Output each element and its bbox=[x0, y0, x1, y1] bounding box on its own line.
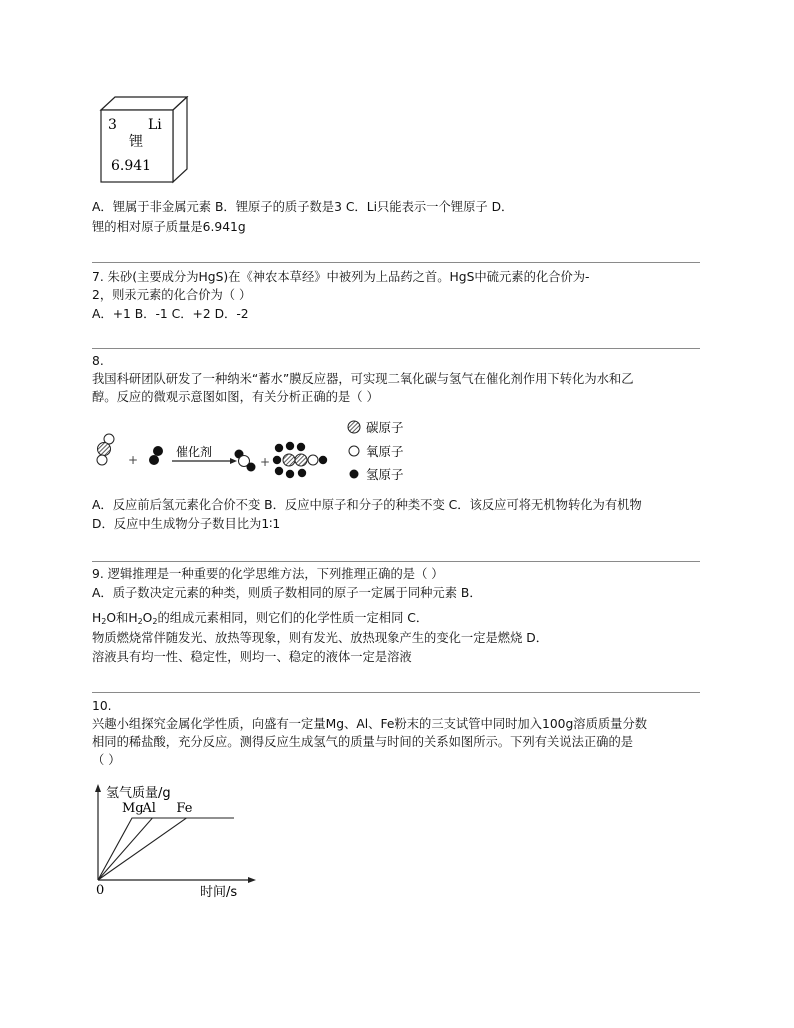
q7-options: A．+1 B．-1 C．+2 D．-2 bbox=[92, 307, 249, 321]
series-line-mg bbox=[98, 818, 234, 880]
legend-carbon: 碳原子 bbox=[366, 420, 404, 435]
q9-option-b: $H_2O$和$H_2O_2$的组成元素相同，则它们的化学性质一定相同 C． bbox=[92, 611, 429, 626]
q10-number: 10. bbox=[92, 699, 112, 713]
q9-option-a: A．质子数决定元素的种类，则质子数相同的原子一定属于同种元素 B． bbox=[92, 586, 482, 600]
series-line-fe bbox=[98, 818, 234, 880]
co2-molecule bbox=[97, 434, 114, 465]
reaction-diagram bbox=[90, 410, 420, 490]
divider bbox=[92, 262, 700, 263]
element-name: 锂 bbox=[129, 134, 143, 150]
atomic-number: 3 bbox=[108, 117, 117, 133]
q8-options-line2: D．反应中生成物分子数目比为1∶1 bbox=[92, 517, 281, 531]
x-axis-label: 时间/s bbox=[200, 885, 238, 900]
q10-stem-line2: 相同的稀盐酸，充分反应。测得反应生成氢气的质量与时间的关系如图所示。下列有关说法正确的是 bbox=[92, 735, 634, 749]
q10-stem-line1: 兴趣小组探究金属化学性质，向盛有一定量Mg、Al、Fe粉末的三支试管中同时加入100g溶质质量分数 bbox=[92, 717, 648, 731]
hydrogen-mass-chart bbox=[90, 780, 260, 900]
q10-stem-line3: （ ） bbox=[92, 753, 121, 767]
q9-option-c: 物质燃烧常伴随发光、放热等现象，则有发光、放热现象产生的变化一定是燃烧 D． bbox=[92, 631, 549, 645]
y-axis-arrow bbox=[95, 784, 101, 792]
plus-sign: + bbox=[260, 455, 271, 469]
divider bbox=[92, 348, 700, 349]
card-side-face bbox=[173, 97, 187, 182]
q6-options-line2: 锂的相对原子质量是6.941g bbox=[92, 220, 246, 234]
q9-option-d: 溶液具有均一性、稳定性，则均一、稳定的液体一定是溶液 bbox=[92, 650, 412, 664]
h2o-molecule bbox=[235, 450, 256, 472]
element-symbol: Li bbox=[148, 117, 162, 133]
hydrogen-legend-icon bbox=[350, 470, 359, 479]
q6-options-line1: A．锂属于非金属元素 B．锂原子的质子数是3 C．Li只能表示一个锂原子 D． bbox=[92, 200, 514, 214]
carbon-legend-icon bbox=[348, 421, 360, 433]
catalyst-label: 催化剂 bbox=[176, 445, 213, 459]
x-axis-arrow bbox=[248, 877, 256, 883]
arrow-head bbox=[230, 458, 237, 464]
legend-oxygen: 氧原子 bbox=[366, 444, 404, 459]
q9-stem: 9. 逻辑推理是一种重要的化学思维方法，下列推理正确的是（ ） bbox=[92, 567, 444, 581]
legend-hydrogen: 氢原子 bbox=[366, 467, 404, 482]
series-line-al bbox=[98, 818, 234, 880]
q7-stem-line1: 7. 朱砂(主要成分为HgS)在《神农本草经》中被列为上品药之首。HgS中硫元素的化合价为- bbox=[92, 270, 590, 284]
h2-molecule bbox=[149, 446, 163, 465]
series-label-al: Al bbox=[142, 801, 156, 816]
q8-stem-line2: 醇。反应的微观示意图如图，有关分析正确的是（ ） bbox=[92, 390, 379, 404]
atomic-mass: 6.941 bbox=[111, 158, 152, 174]
series-label-fe: Fe bbox=[176, 801, 193, 816]
q8-number: 8. bbox=[92, 354, 104, 368]
origin-label: 0 bbox=[96, 883, 105, 898]
q7-stem-line2: 2，则汞元素的化合价为（ ） bbox=[92, 288, 252, 302]
series-label-mg: Mg bbox=[122, 801, 144, 816]
ethanol-molecule bbox=[273, 442, 327, 478]
divider bbox=[92, 561, 700, 562]
card-top-face bbox=[101, 97, 187, 110]
oxygen-legend-icon bbox=[349, 446, 359, 456]
plus-sign: + bbox=[128, 453, 139, 467]
q8-options-line1: A．反应前后氢元素化合价不变 B．反应中原子和分子的种类不变 C．该反应可将无机物转化为有机物 bbox=[92, 498, 642, 512]
element-card bbox=[96, 96, 192, 184]
atom-legend bbox=[348, 420, 404, 482]
q8-stem-line1: 我国科研团队研发了一种纳米“蓄水”膜反应器，可实现二氧化碳与氢气在催化剂作用下转化为水和乙 bbox=[92, 372, 634, 386]
y-axis-label: 氢气质量/g bbox=[106, 786, 171, 801]
divider bbox=[92, 692, 700, 693]
